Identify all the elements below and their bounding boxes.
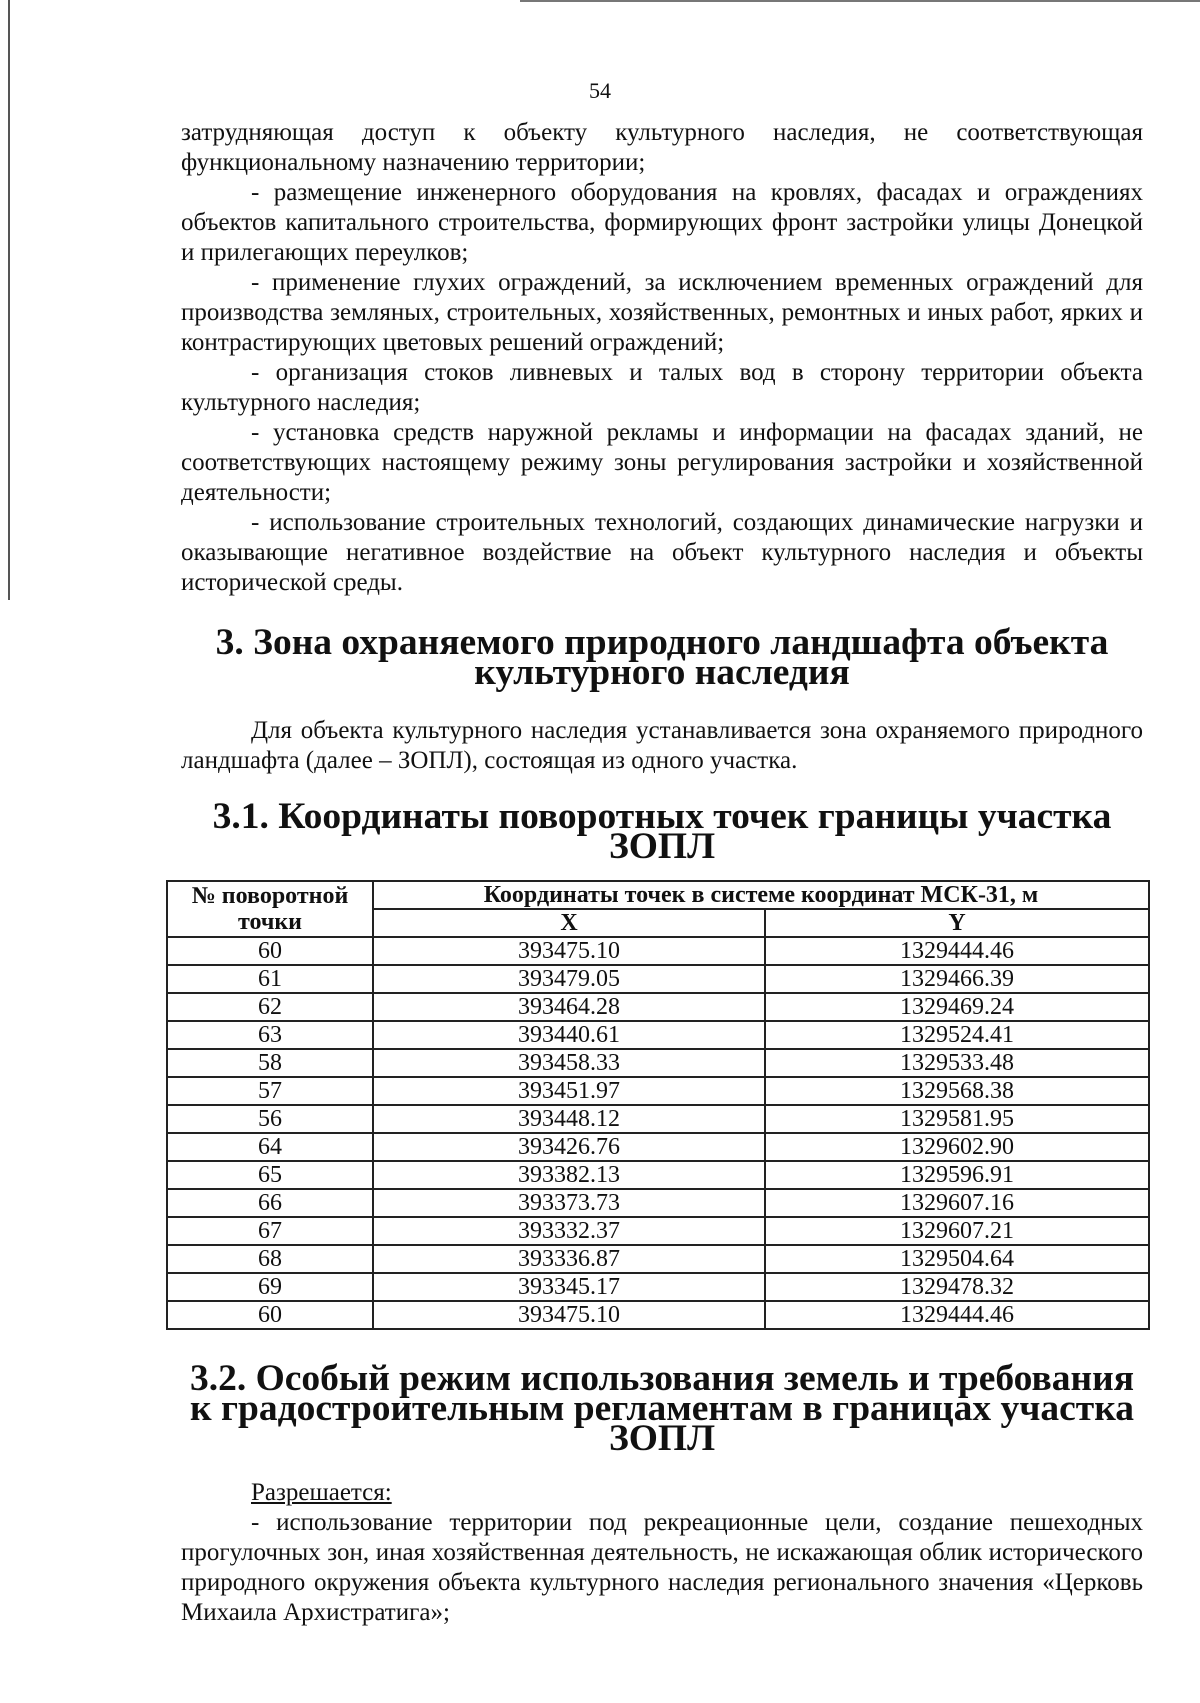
cell-y: 1329596.91	[765, 1161, 1149, 1189]
cell-y: 1329469.24	[765, 993, 1149, 1021]
cell-x: 393475.10	[373, 1301, 765, 1329]
restriction-paragraph: затрудняющая доступ к объекту культурного наследия, не соответствующая функциональному назначению территории;	[181, 119, 1143, 176]
section-3-2-heading-line1: 3.2. Особый режим использования земель и требования	[189, 1358, 1135, 1399]
table-row	[167, 1049, 1149, 1077]
table-row	[167, 1133, 1149, 1161]
cell-y: 1329568.38	[765, 1077, 1149, 1105]
header-coordinates: Координаты точек в системе координат МСК-31, м	[373, 881, 1149, 909]
table-row	[167, 1273, 1149, 1301]
cell-x: 393448.12	[373, 1105, 765, 1133]
restriction-paragraph: - использование строительных технологий, создающих динамические нагрузки и оказывающие негативное воздействие на объект культурного наследия и объекты исторической среды.	[181, 509, 1143, 596]
cell-point-number: 56	[167, 1105, 373, 1133]
table-row	[167, 1189, 1149, 1217]
cell-point-number: 69	[167, 1273, 373, 1301]
cell-point-number: 66	[167, 1189, 373, 1217]
cell-y: 1329504.64	[765, 1245, 1149, 1273]
allowed-list	[181, 1508, 1143, 1628]
cell-point-number: 57	[167, 1077, 373, 1105]
cell-y: 1329444.46	[765, 937, 1149, 965]
cell-point-number: 60	[167, 1301, 373, 1329]
cell-x: 393479.05	[373, 965, 765, 993]
cell-y: 1329524.41	[765, 1021, 1149, 1049]
cell-x: 393440.61	[373, 1021, 765, 1049]
restriction-paragraph: - размещение инженерного оборудования на кровлях, фасадах и ограждениях объектов капитального строительства, формирующих фронт застройки улицы Донецкой и прилегающих переулков;	[181, 179, 1143, 266]
table-row	[167, 1301, 1149, 1329]
coordinates-table	[166, 880, 1150, 1330]
table-row	[167, 1245, 1149, 1273]
cell-point-number: 67	[167, 1217, 373, 1245]
cell-x: 393458.33	[373, 1049, 765, 1077]
cell-point-number: 62	[167, 993, 373, 1021]
allowed-label-text: Разрешается:	[251, 1479, 392, 1506]
table-row	[167, 937, 1149, 965]
section-3-heading: 3. Зона охраняемого природного ландшафта объекта культурного наследия	[215, 622, 1109, 693]
cell-x: 393464.28	[373, 993, 765, 1021]
cell-x: 393373.73	[373, 1189, 765, 1217]
cell-y: 1329478.32	[765, 1273, 1149, 1301]
cell-x: 393426.76	[373, 1133, 765, 1161]
cell-y: 1329607.21	[765, 1217, 1149, 1245]
section-3-intro: Для объекта культурного наследия устанавливается зона охраняемого природного ландшафта (далее – ЗОПЛ), состоящая из одного участка.	[181, 717, 1143, 774]
table-row	[167, 965, 1149, 993]
cell-point-number: 58	[167, 1049, 373, 1077]
cell-point-number: 63	[167, 1021, 373, 1049]
document-body	[181, 118, 1143, 1628]
cell-x: 393382.13	[373, 1161, 765, 1189]
section-3-2-heading-line2: к градостроительным регламентам в границах участка ЗОПЛ	[189, 1388, 1135, 1459]
allowed-item: - использование территории под рекреационные цели, создание пешеходных прогулочных зон, иная хозяйственная деятельность, не искажающая облик исторического природного окружения объекта культурного наследия регионального значения «Церковь Михаила Архистратига»;	[181, 1509, 1143, 1626]
coordinates-table-body	[167, 937, 1149, 1329]
cell-point-number: 60	[167, 937, 373, 965]
restriction-paragraph: - установка средств наружной рекламы и информации на фасадах зданий, не соответствующих настоящему режиму зоны регулирования застройки и хозяйственной деятельности;	[181, 419, 1143, 506]
table-row	[167, 1105, 1149, 1133]
cell-y: 1329533.48	[765, 1049, 1149, 1077]
header-point-line2: точки	[237, 909, 303, 935]
section-3-2-heading	[181, 1358, 1143, 1459]
header-y: Y	[765, 909, 1149, 937]
cell-point-number: 61	[167, 965, 373, 993]
cell-y: 1329444.46	[765, 1301, 1149, 1329]
cell-y: 1329602.90	[765, 1133, 1149, 1161]
table-row	[167, 993, 1149, 1021]
table-row	[167, 1077, 1149, 1105]
cell-x: 393336.87	[373, 1245, 765, 1273]
cell-y: 1329466.39	[765, 965, 1149, 993]
header-point-number	[167, 881, 373, 937]
restriction-paragraph: - применение глухих ограждений, за исключением временных ограждений для производства земляных, строительных, хозяйственных, ремонтных и иных работ, ярких и контрастирующих цветовых решений ограждений;	[181, 269, 1143, 356]
restrictions-list	[181, 118, 1143, 598]
allowed-label	[181, 1478, 1143, 1508]
scan-edge-top	[520, 0, 1200, 2]
cell-y: 1329581.95	[765, 1105, 1149, 1133]
restriction-paragraph: - организация стоков ливневых и талых вод в сторону территории объекта культурного наследия;	[181, 359, 1143, 416]
table-row	[167, 1021, 1149, 1049]
cell-y: 1329607.16	[765, 1189, 1149, 1217]
header-x: X	[373, 909, 765, 937]
cell-x: 393345.17	[373, 1273, 765, 1301]
table-row	[167, 1217, 1149, 1245]
cell-point-number: 64	[167, 1133, 373, 1161]
cell-x: 393451.97	[373, 1077, 765, 1105]
cell-point-number: 65	[167, 1161, 373, 1189]
cell-x: 393475.10	[373, 937, 765, 965]
header-point-line1: № поворотной	[191, 883, 349, 909]
section-3-1-heading: 3.1. Координаты поворотных точек границы участка ЗОПЛ	[212, 796, 1112, 867]
table-row	[167, 1161, 1149, 1189]
cell-x: 393332.37	[373, 1217, 765, 1245]
cell-point-number: 68	[167, 1245, 373, 1273]
page-number: 54	[589, 78, 611, 103]
